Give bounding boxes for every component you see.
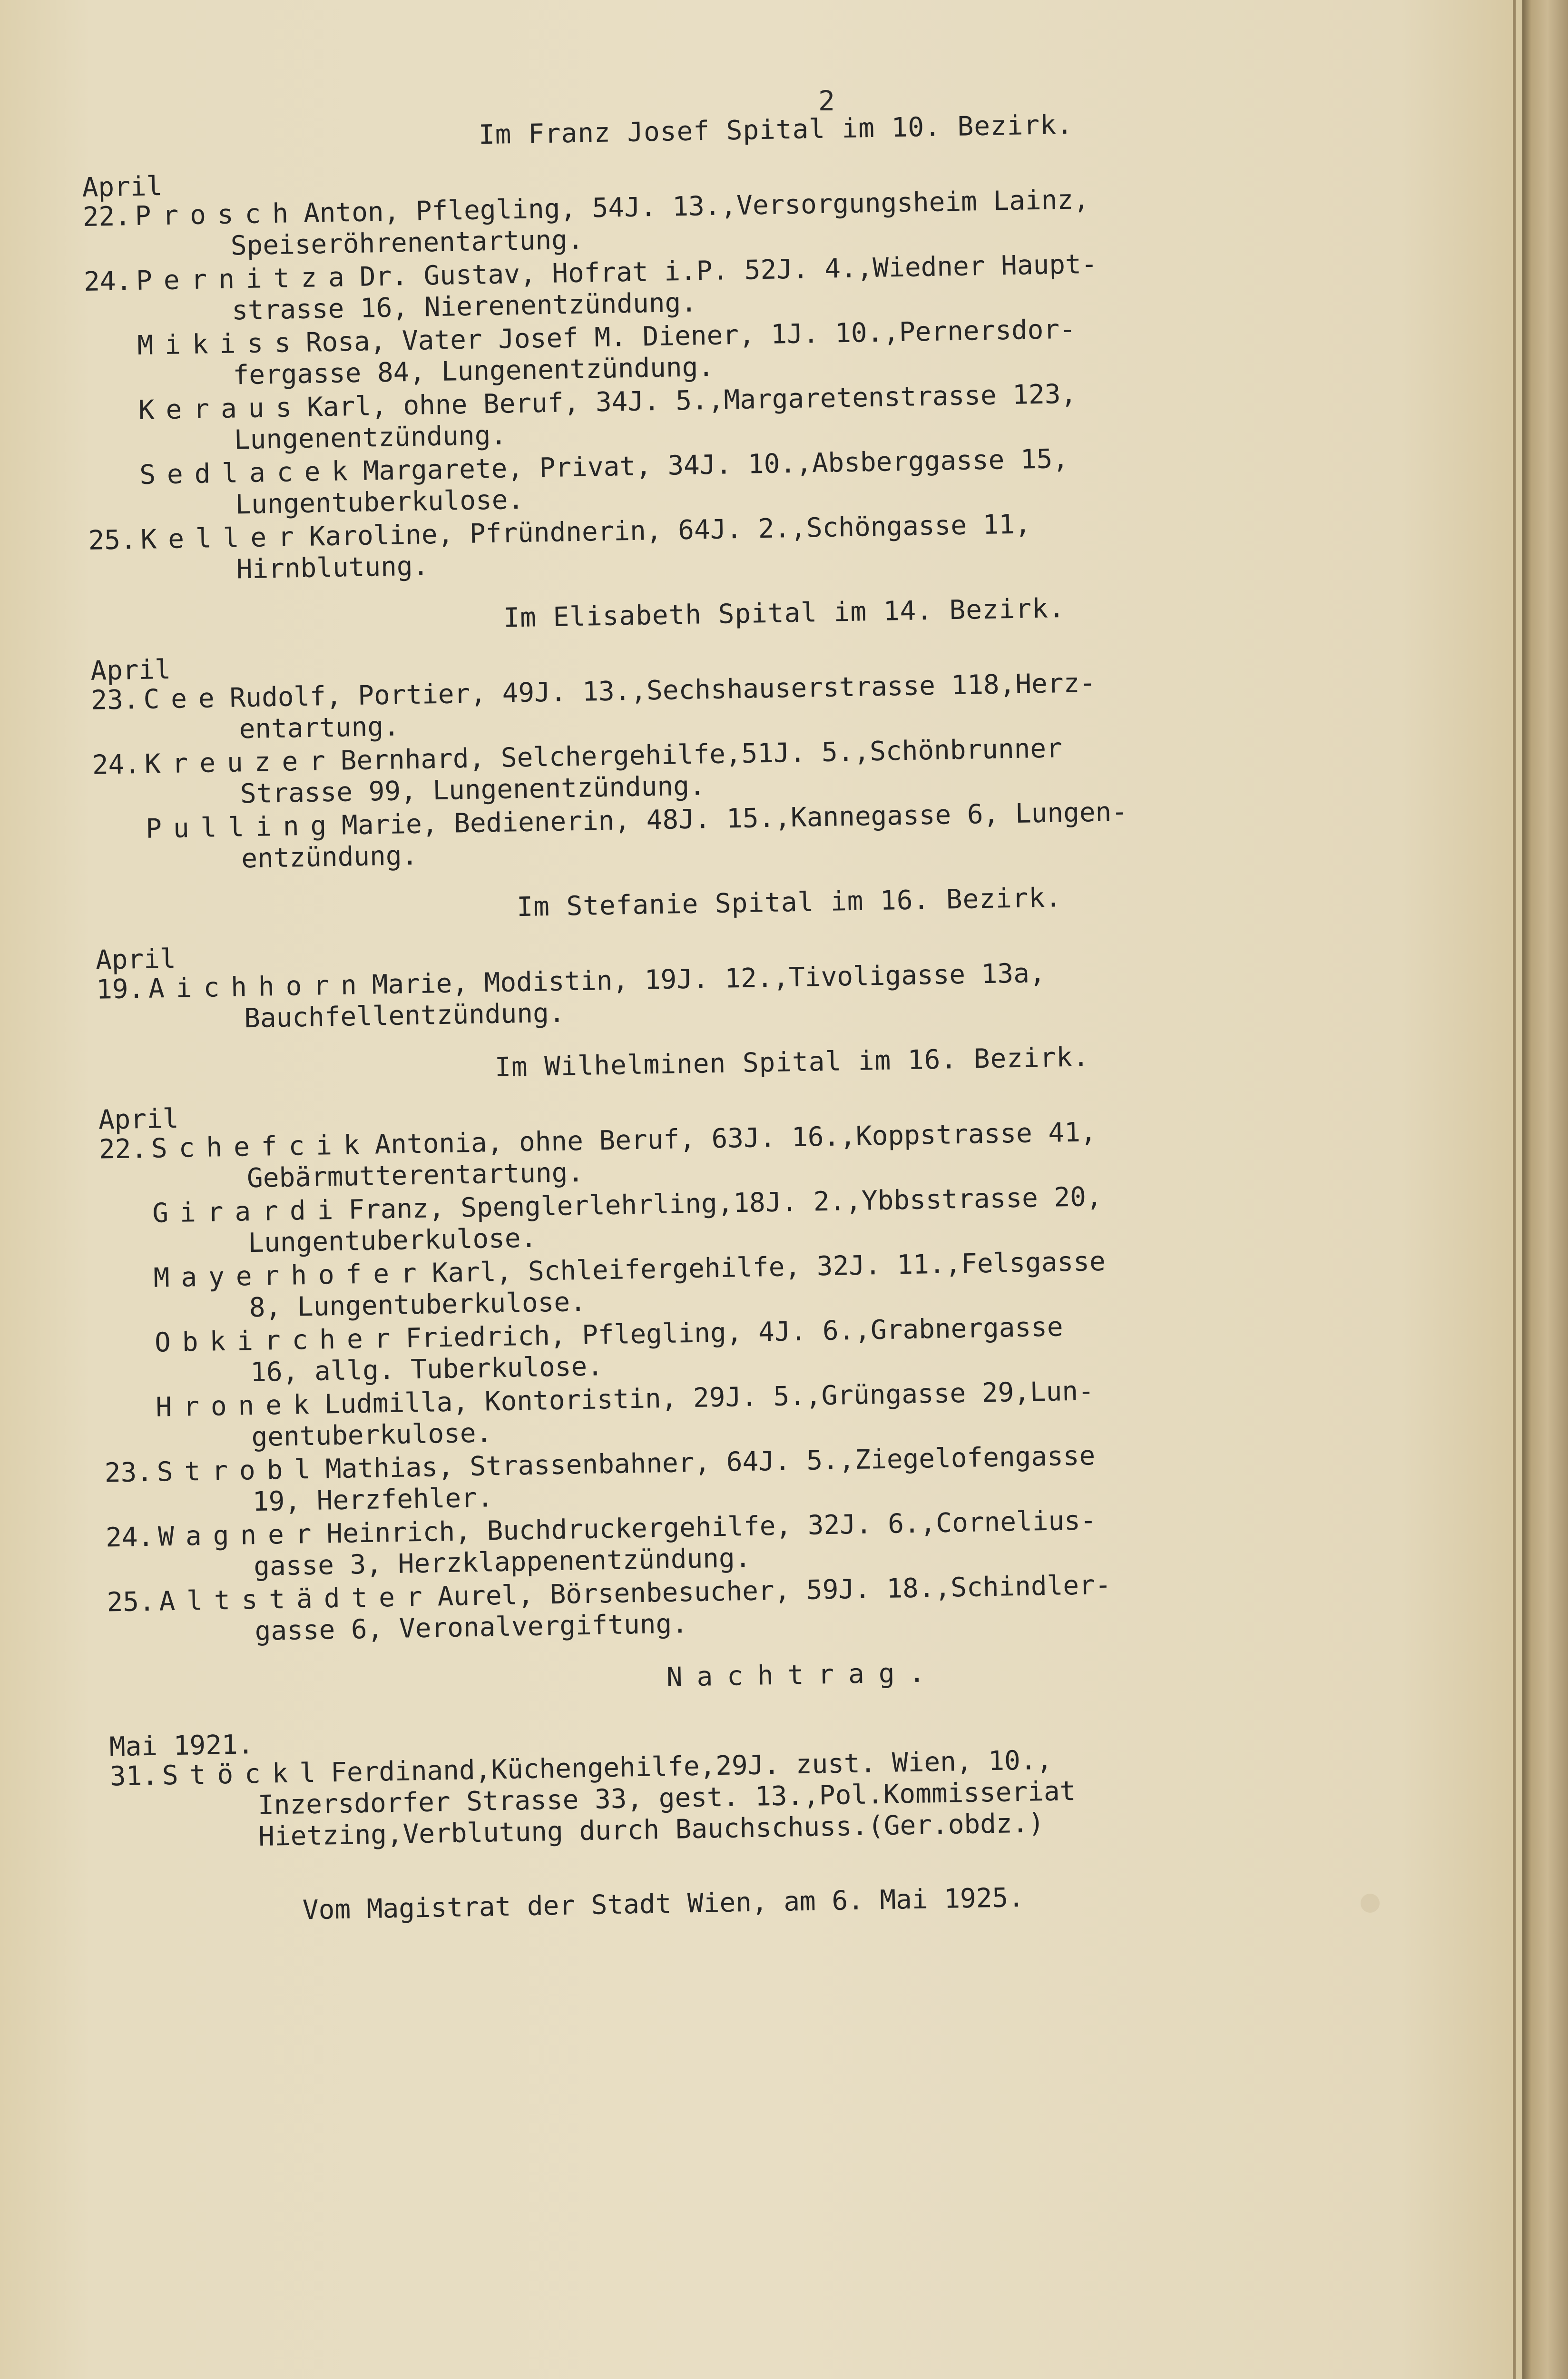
hospital-section [81, 102, 1478, 588]
entry-detail: Heinrich, Buchdruckergehilfe, 32J. 6.,Cornelius- [326, 1505, 1097, 1550]
entry-surname: Girardi [152, 1194, 345, 1229]
month-label: April [95, 943, 176, 976]
entry-day [103, 1392, 156, 1393]
closing-signature-line: Vom Magistrat der Stadt Wien, am 6. Mai 1925. [302, 1882, 1025, 1926]
entry-surname: Aichhorn [148, 969, 369, 1004]
entry-day [101, 1263, 153, 1264]
entry-surname: Cee [143, 682, 226, 715]
section-heading: Im Franz Josef Spital im 10. Bezirk. [478, 109, 1074, 151]
entry-detail: Rudolf, Portier, 49J. 13.,Sechshauserstrasse 118,Herz- [229, 667, 1096, 714]
entry-detail: Anton, Pflegling, 54J. 13.,Versorgungsheim Lainz, [303, 184, 1090, 229]
entry-day: 24. [105, 1521, 154, 1553]
entry-continuation: Lungenentzündung. [234, 420, 507, 456]
entry-detail: Marie, Modistin, 19J. 12.,Tivoligasse 13a, [372, 957, 1046, 1001]
entry-continuation: entzündung. [241, 840, 418, 875]
entry-continuation: Lungentuberkulose. [235, 484, 524, 521]
document-content [81, 90, 1501, 1929]
entry-day [102, 1327, 155, 1328]
entry-surname: Strobl [157, 1454, 322, 1488]
entry-detail: Marie, Bedienerin, 48J. 15.,Kannegasse 6, Lungen- [341, 796, 1128, 841]
month-label: Mai 1921. [109, 1729, 254, 1763]
entry-continuation: 16, allg. Tuberkulose. [250, 1351, 604, 1388]
hospital-section [98, 1035, 1497, 1650]
entry-continuation: 8, Lungentuberkulose. [249, 1286, 587, 1324]
entry-day: 22. [82, 201, 131, 233]
nachtrag-heading: Nachtrag. [666, 1657, 940, 1693]
book-binding-edge [1522, 0, 1568, 2379]
entry-continuation: fergasse 84, Lungenentzündung. [233, 351, 715, 391]
entry-detail: Rosa, Vater Josef M. Diener, 1J. 10.,Pernersdor- [305, 314, 1076, 358]
entry-surname: Altstädter [159, 1581, 434, 1617]
entry-surname: Hronek [155, 1389, 321, 1423]
entry-continuation: gasse 6, Veronalvergiftung. [255, 1608, 688, 1647]
entry-day: 24. [83, 265, 132, 297]
entry-detail: Friedrich, Pflegling, 4J. 6.,Grabnergasse [405, 1311, 1064, 1354]
section-heading: Im Stefanie Spital im 16. Bezirk. [516, 882, 1062, 923]
entry-detail: Franz, Spenglerlehrling,18J. 2.,Ybbsstrasse 20, [348, 1181, 1103, 1226]
entry-day: 25. [107, 1586, 156, 1618]
month-label: April [98, 1103, 179, 1136]
entry-surname: Wagner [157, 1518, 323, 1553]
entry-surname: Pulling [145, 810, 338, 845]
page-fold [1513, 0, 1516, 2379]
entry-surname: Keraus [138, 392, 304, 426]
entry-day [86, 395, 138, 396]
entry-continuation: Strasse 99, Lungenentzündung. [240, 770, 706, 810]
entry-detail: Ludmilla, Kontoristin, 29J. 5.,Grüngasse 29,Lun- [324, 1376, 1095, 1420]
month-label: April [90, 654, 171, 687]
entry-detail: Margarete, Privat, 34J. 10.,Absberggasse 15, [363, 443, 1069, 487]
entry-continuation: Inzersdorfer Strasse 33, gest. 13.,Pol.Kommisseriat [257, 1776, 1076, 1821]
entry-day: 24. [92, 749, 141, 781]
entry-surname: Schefcik [151, 1129, 372, 1164]
page-number: 2 [818, 85, 835, 117]
entry-surname: Obkircher [154, 1323, 402, 1358]
entry-day: 25. [88, 524, 137, 556]
entry-continuation: Lungentuberkulose. [247, 1222, 537, 1259]
hospital-section [95, 875, 1486, 1037]
entry-day: 22. [98, 1133, 147, 1165]
entry-detail: Mathias, Strassenbahner, 64J. 5.,Ziegelofengasse [325, 1440, 1096, 1485]
entry-detail: Antonia, ohne Beruf, 63J. 16.,Koppstrasse 41, [374, 1117, 1097, 1160]
entry-surname: Sedlacek [139, 455, 360, 491]
entry-continuation: Hirnblutung. [236, 551, 429, 585]
entry-continuation: Bauchfellentzündung. [244, 997, 565, 1034]
entry-detail: Ferdinand,Küchengehilfe,29J. zust. Wien, 10., [330, 1744, 1053, 1789]
entry-detail: Karl, ohne Beruf, 34J. 5.,Margaretenstrasse 123, [306, 378, 1077, 423]
section-heading: Im Elisabeth Spital im 14. Bezirk. [503, 593, 1066, 634]
nachtrag-section [108, 1648, 1500, 1856]
entry-surname: Mayerhofer [153, 1258, 429, 1294]
entry-day [87, 460, 139, 461]
entry-continuation: entartung. [239, 711, 400, 745]
hospital-section [89, 586, 1483, 877]
entry-detail: Bernhard, Selchergehilfe,51J. 5.,Schönbrunner [340, 733, 1063, 777]
entry-day: 23. [90, 684, 140, 716]
entry-day [85, 330, 137, 331]
entry-surname: Keller [140, 521, 306, 555]
entry-surname: Prosch [135, 198, 300, 232]
entry-continuation: strasse 16, Nierenentzündung. [231, 287, 697, 326]
entry-continuation: Speiseröhrenentartung. [230, 224, 584, 262]
entry-surname: Mikiss [137, 327, 303, 362]
entry-day [100, 1198, 152, 1199]
entry-continuation: gentuberkulose. [251, 1417, 492, 1453]
entry-day: 23. [104, 1456, 153, 1489]
entry-continuation: 19, Herzfehler. [252, 1482, 494, 1518]
entry-surname: Stöckl [162, 1757, 327, 1791]
entry-detail: Dr. Gustav, Hofrat i.P. 52J. 4.,Wiedner Haupt- [359, 248, 1098, 293]
entry-day: 31. [109, 1760, 158, 1792]
entry-day: 19. [96, 973, 145, 1005]
month-label: April [82, 171, 163, 203]
entry-detail: Aurel, Börsenbesucher, 59J. 18.,Schindler- [437, 1569, 1112, 1612]
entry-day [93, 814, 146, 815]
section-heading: Im Wilhelminen Spital im 16. Bezirk. [494, 1042, 1090, 1083]
entry-continuation: Hietzing,Verblutung durch Bauchschuss.(Ger.obdz.) [258, 1808, 1045, 1853]
entry-surname: Kreuzer [144, 745, 337, 780]
entry-surname: Pernitza [136, 261, 356, 297]
entry-detail: Karl, Schleifergehilfe, 32J. 11.,Felsgasse [431, 1246, 1106, 1289]
entry-continuation: gasse 3, Herzklappenentzündung. [253, 1542, 751, 1583]
entry-detail: Karoline, Pfründnerin, 64J. 2.,Schöngasse 11, [309, 509, 1031, 552]
entry-continuation: Gebärmutterentartung. [246, 1157, 584, 1194]
